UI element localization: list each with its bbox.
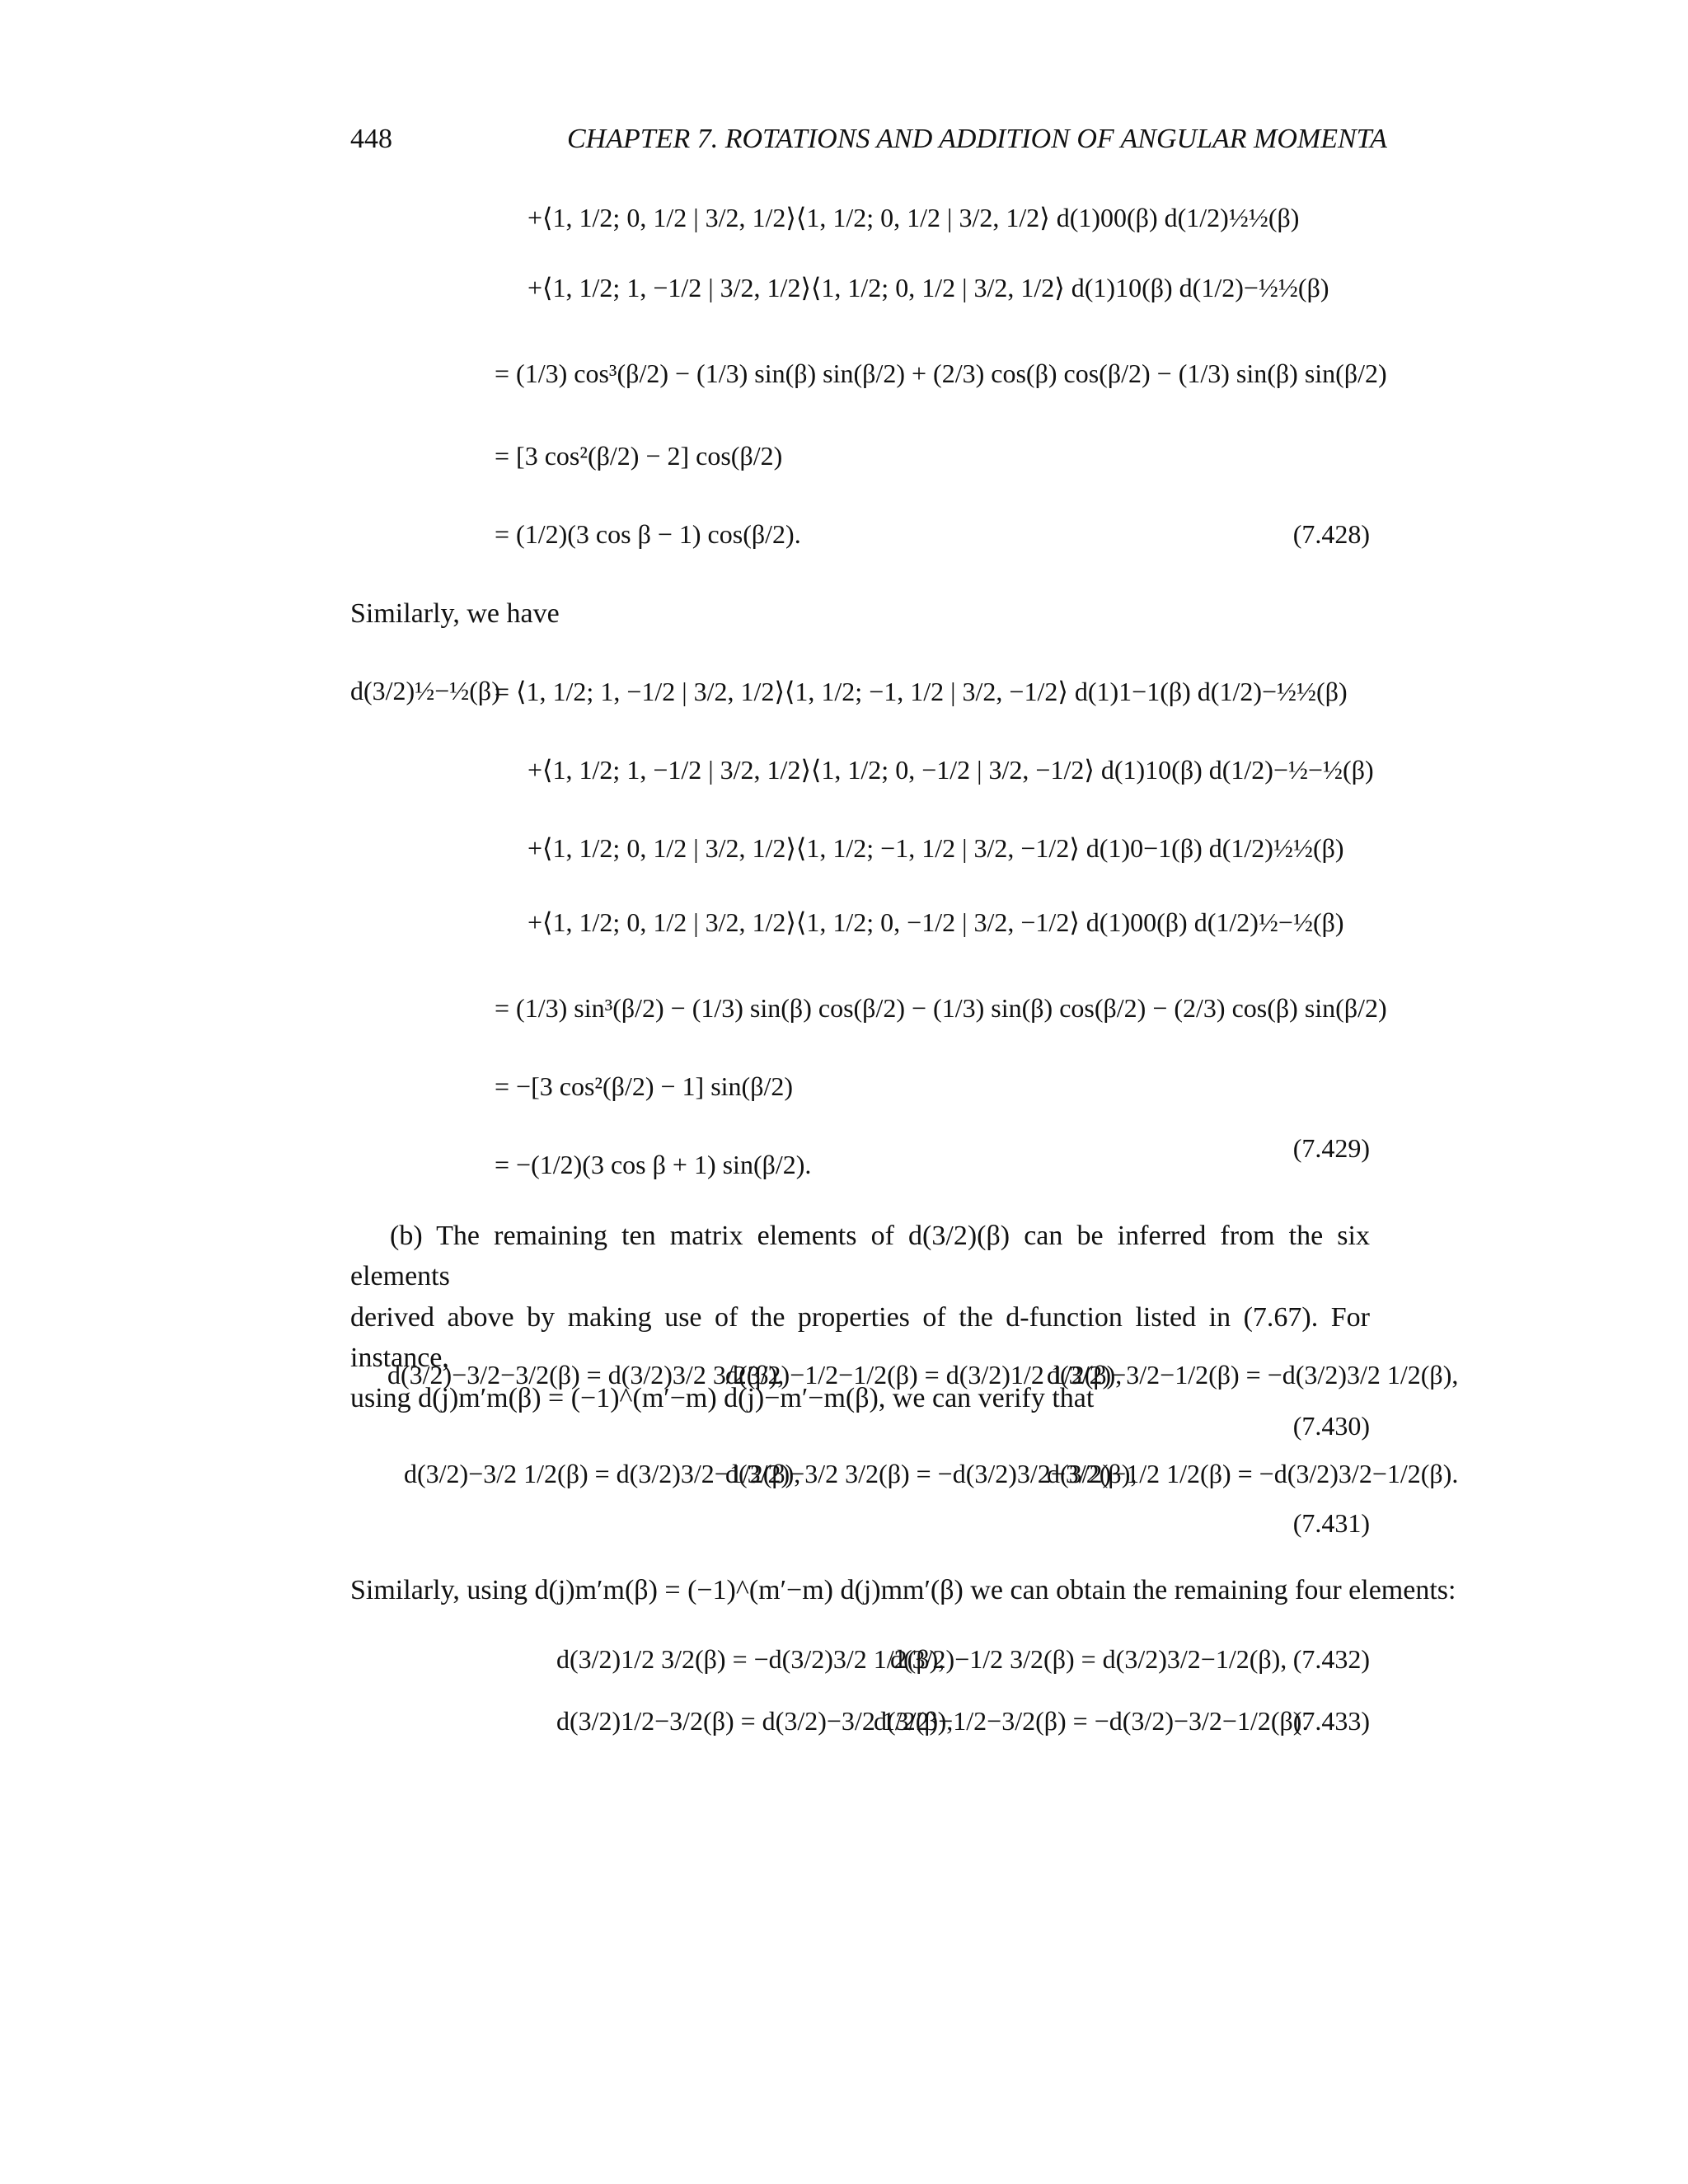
body-text: Similarly, using d(j)m′m(β) = (−1)^(m′−m) d(j)mm′(β) we can obtain the remaining four elements: [350,1575,1456,1605]
paragraph-line: (b) The remaining ten matrix elements of d(3/2)(β) can be inferred from the six elements [350,1221,1370,1292]
chapter-title: CHAPTER 7. ROTATIONS AND ADDITION OF ANGULAR MOMENTA [567,124,1387,154]
equation-number: (7.432) [1292,1644,1370,1674]
equation-line: +⟨1, 1/2; 0, 1/2 | 3/2, 1/2⟩⟨1, 1/2; 0, 1/2 | 3/2, 1/2⟩ d(1)00(β) d(1/2)½½(β) [528,203,1300,232]
equation-7-433-a: d(3/2)1/2−3/2(β) = d(3/2)−3/2 1/2(β), [556,1706,954,1736]
equation-lhs: d(3/2)½−½(β) [350,676,500,705]
equation-line: = −[3 cos²(β/2) − 1] sin(β/2) [495,1071,794,1101]
equation-line: = [3 cos²(β/2) − 2] cos(β/2) [495,441,783,471]
equation-line: = (1/2)(3 cos β − 1) cos(β/2). [495,519,801,549]
equation-number: (7.430) [1292,1411,1370,1441]
equation-7-431-a: d(3/2)−3/2 1/2(β) = d(3/2)3/2−1/2(β), [404,1459,801,1488]
equation-line: = (1/3) cos³(β/2) − (1/3) sin(β) sin(β/2) + (2/3) cos(β) cos(β/2) − (1/3) sin(β) sin(β/2) [495,359,1387,388]
equation-7-430-b: d(3/2)−1/2−1/2(β) = d(3/2)1/2 1/2(β), [725,1360,1123,1390]
equation-number: (7.428) [1292,519,1370,549]
equation-number: (7.431) [1292,1508,1370,1538]
body-text: Similarly, we have [350,598,560,629]
equation-line: +⟨1, 1/2; 1, −1/2 | 3/2, 1/2⟩⟨1, 1/2; 0, −1/2 | 3/2, −1/2⟩ d(1)10(β) d(1/2)−½−½(β) [528,755,1374,785]
equation-line: = (1/3) sin³(β/2) − (1/3) sin(β) cos(β/2) − (1/3) sin(β) cos(β/2) − (2/3) cos(β) sin(β/2) [495,993,1387,1023]
equation-7-430-c: d(3/2)−3/2−1/2(β) = −d(3/2)3/2 1/2(β), [1047,1360,1459,1390]
paragraph-line: using d(j)m′m(β) = (−1)^(m′−m) d(j)−m′−m(β), we can verify that [350,1383,1095,1414]
equation-7-432-a: d(3/2)1/2 3/2(β) = −d(3/2)3/2 1/2(β), [556,1644,945,1674]
equation-7-431-c: d(3/2)−1/2 1/2(β) = −d(3/2)3/2−1/2(β). [1047,1459,1459,1488]
equation-number: (7.433) [1292,1706,1370,1736]
equation-line: +⟨1, 1/2; 0, 1/2 | 3/2, 1/2⟩⟨1, 1/2; −1, 1/2 | 3/2, −1/2⟩ d(1)0−1(β) d(1/2)½½(β) [528,833,1344,863]
equation-line: +⟨1, 1/2; 1, −1/2 | 3/2, 1/2⟩⟨1, 1/2; 0, 1/2 | 3/2, 1/2⟩ d(1)10(β) d(1/2)−½½(β) [528,273,1329,302]
paragraph-line: derived above by making use of the properties of the d-function listed in (7.67). For instance, [350,1301,1370,1373]
equation-7-433-b: d(3/2)−1/2−3/2(β) = −d(3/2)−3/2−1/2(β). [874,1706,1309,1736]
page-number: 448 [350,124,392,154]
equation-7-431-b: d(3/2)−3/2 3/2(β) = −d(3/2)3/2−3/2(β), [725,1459,1137,1488]
equation-7-432-b: d(3/2)−1/2 3/2(β) = d(3/2)3/2−1/2(β), [890,1644,1287,1674]
equation-number: (7.429) [1292,1133,1370,1163]
equation-7-430-a: d(3/2)−3/2−3/2(β) = d(3/2)3/2 3/2(β), [387,1360,785,1390]
equation-line: = ⟨1, 1/2; 1, −1/2 | 3/2, 1/2⟩⟨1, 1/2; −1, 1/2 | 3/2, −1/2⟩ d(1)1−1(β) d(1/2)−½½(β) [495,677,1348,706]
equation-line: +⟨1, 1/2; 0, 1/2 | 3/2, 1/2⟩⟨1, 1/2; 0, −1/2 | 3/2, −1/2⟩ d(1)00(β) d(1/2)½−½(β) [528,907,1344,937]
equation-line: = −(1/2)(3 cos β + 1) sin(β/2). [495,1150,812,1179]
